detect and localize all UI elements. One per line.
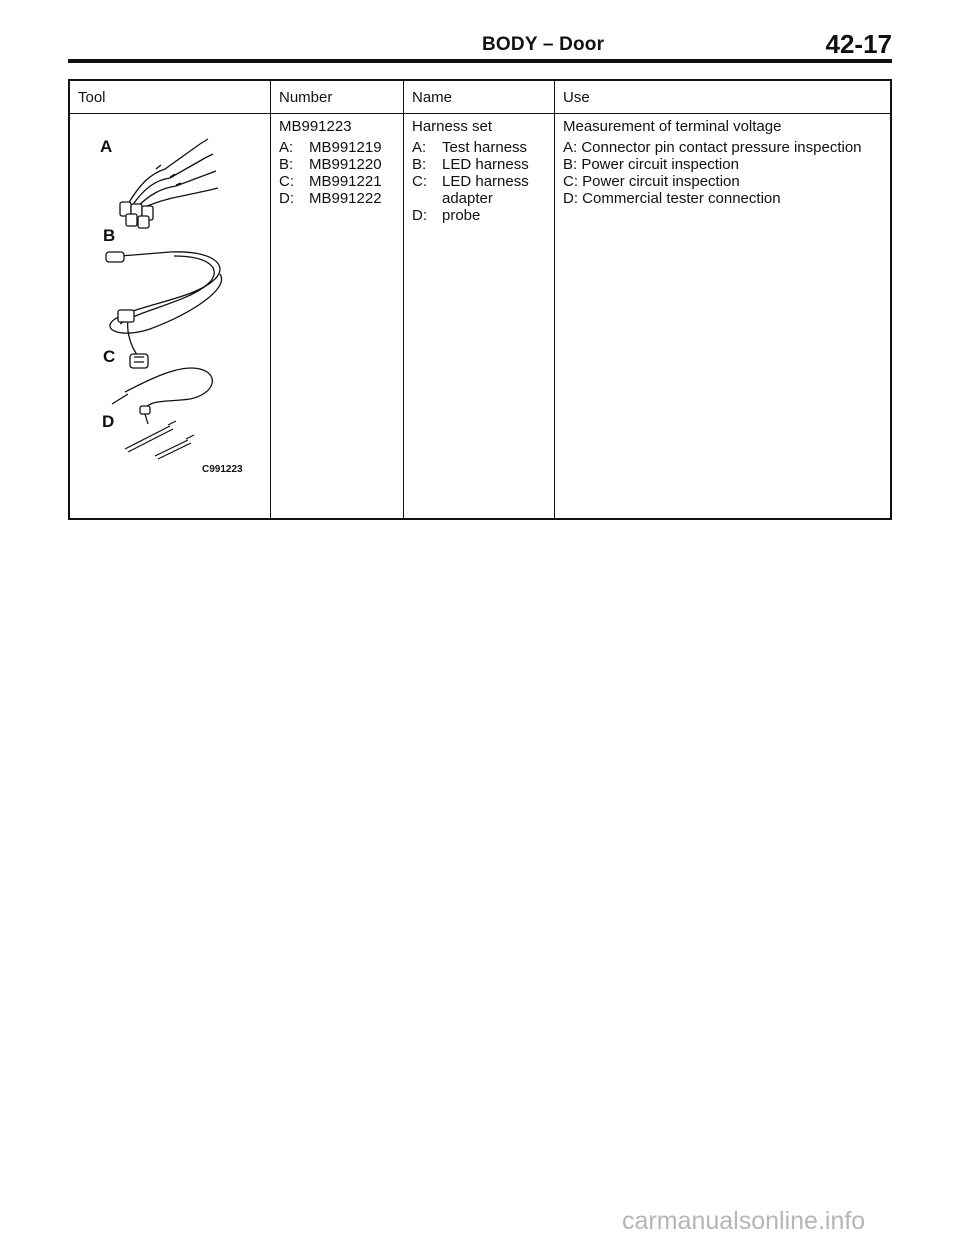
page-number: 42-17 [825,29,892,59]
column-header-name: Name [412,89,453,106]
column-divider [403,81,404,518]
special-tool-table [68,79,892,520]
number-item-c: C: MB991221 [279,173,382,190]
number-main: MB991223 [279,118,352,135]
use-main: Measurement of terminal voltage [563,118,782,135]
name-main: Harness set [412,118,493,135]
use-cell [563,118,889,207]
harness-adapter-drawing [112,368,212,424]
column-header-tool: Tool [78,89,106,106]
use-item-d: D: Commercial tester connection [563,190,781,207]
number-cell [279,118,382,207]
illustration-code: C991223 [202,464,243,475]
label-c: C [103,347,116,366]
column-header-number: Number [279,89,333,106]
header-rule [68,59,892,63]
name-item-a: A: Test harness [412,139,528,156]
use-item-a: A: Connector pin contact pressure inspection [563,139,862,156]
number-item-d: D: MB991222 [279,190,382,207]
tool-illustration [70,114,270,518]
test-harness-drawing [120,139,218,228]
name-item-c: C: LED harness [412,173,529,190]
name-item-d: D: probe [412,207,481,224]
probe-drawing [125,421,194,459]
column-divider [270,81,271,518]
page-header [68,28,892,58]
label-b: B [103,226,116,245]
label-d: D [102,412,115,431]
watermark-link[interactable]: carmanualsonline.info [622,1207,866,1235]
number-item-b: B: MB991220 [279,156,382,173]
section-title: BODY – Door [482,34,605,55]
name-cell [412,118,548,224]
table-header-row [70,81,890,114]
number-item-a: A: MB991219 [279,139,382,156]
column-divider [554,81,555,518]
use-item-b: B: Power circuit inspection [563,156,739,173]
label-a: A [100,137,113,156]
name-item-c-continuation: adapter [442,190,493,207]
name-item-b: B: LED harness [412,156,529,173]
led-harness-drawing [106,252,222,368]
use-item-c: C: Power circuit inspection [563,173,740,190]
column-header-use: Use [563,89,590,106]
